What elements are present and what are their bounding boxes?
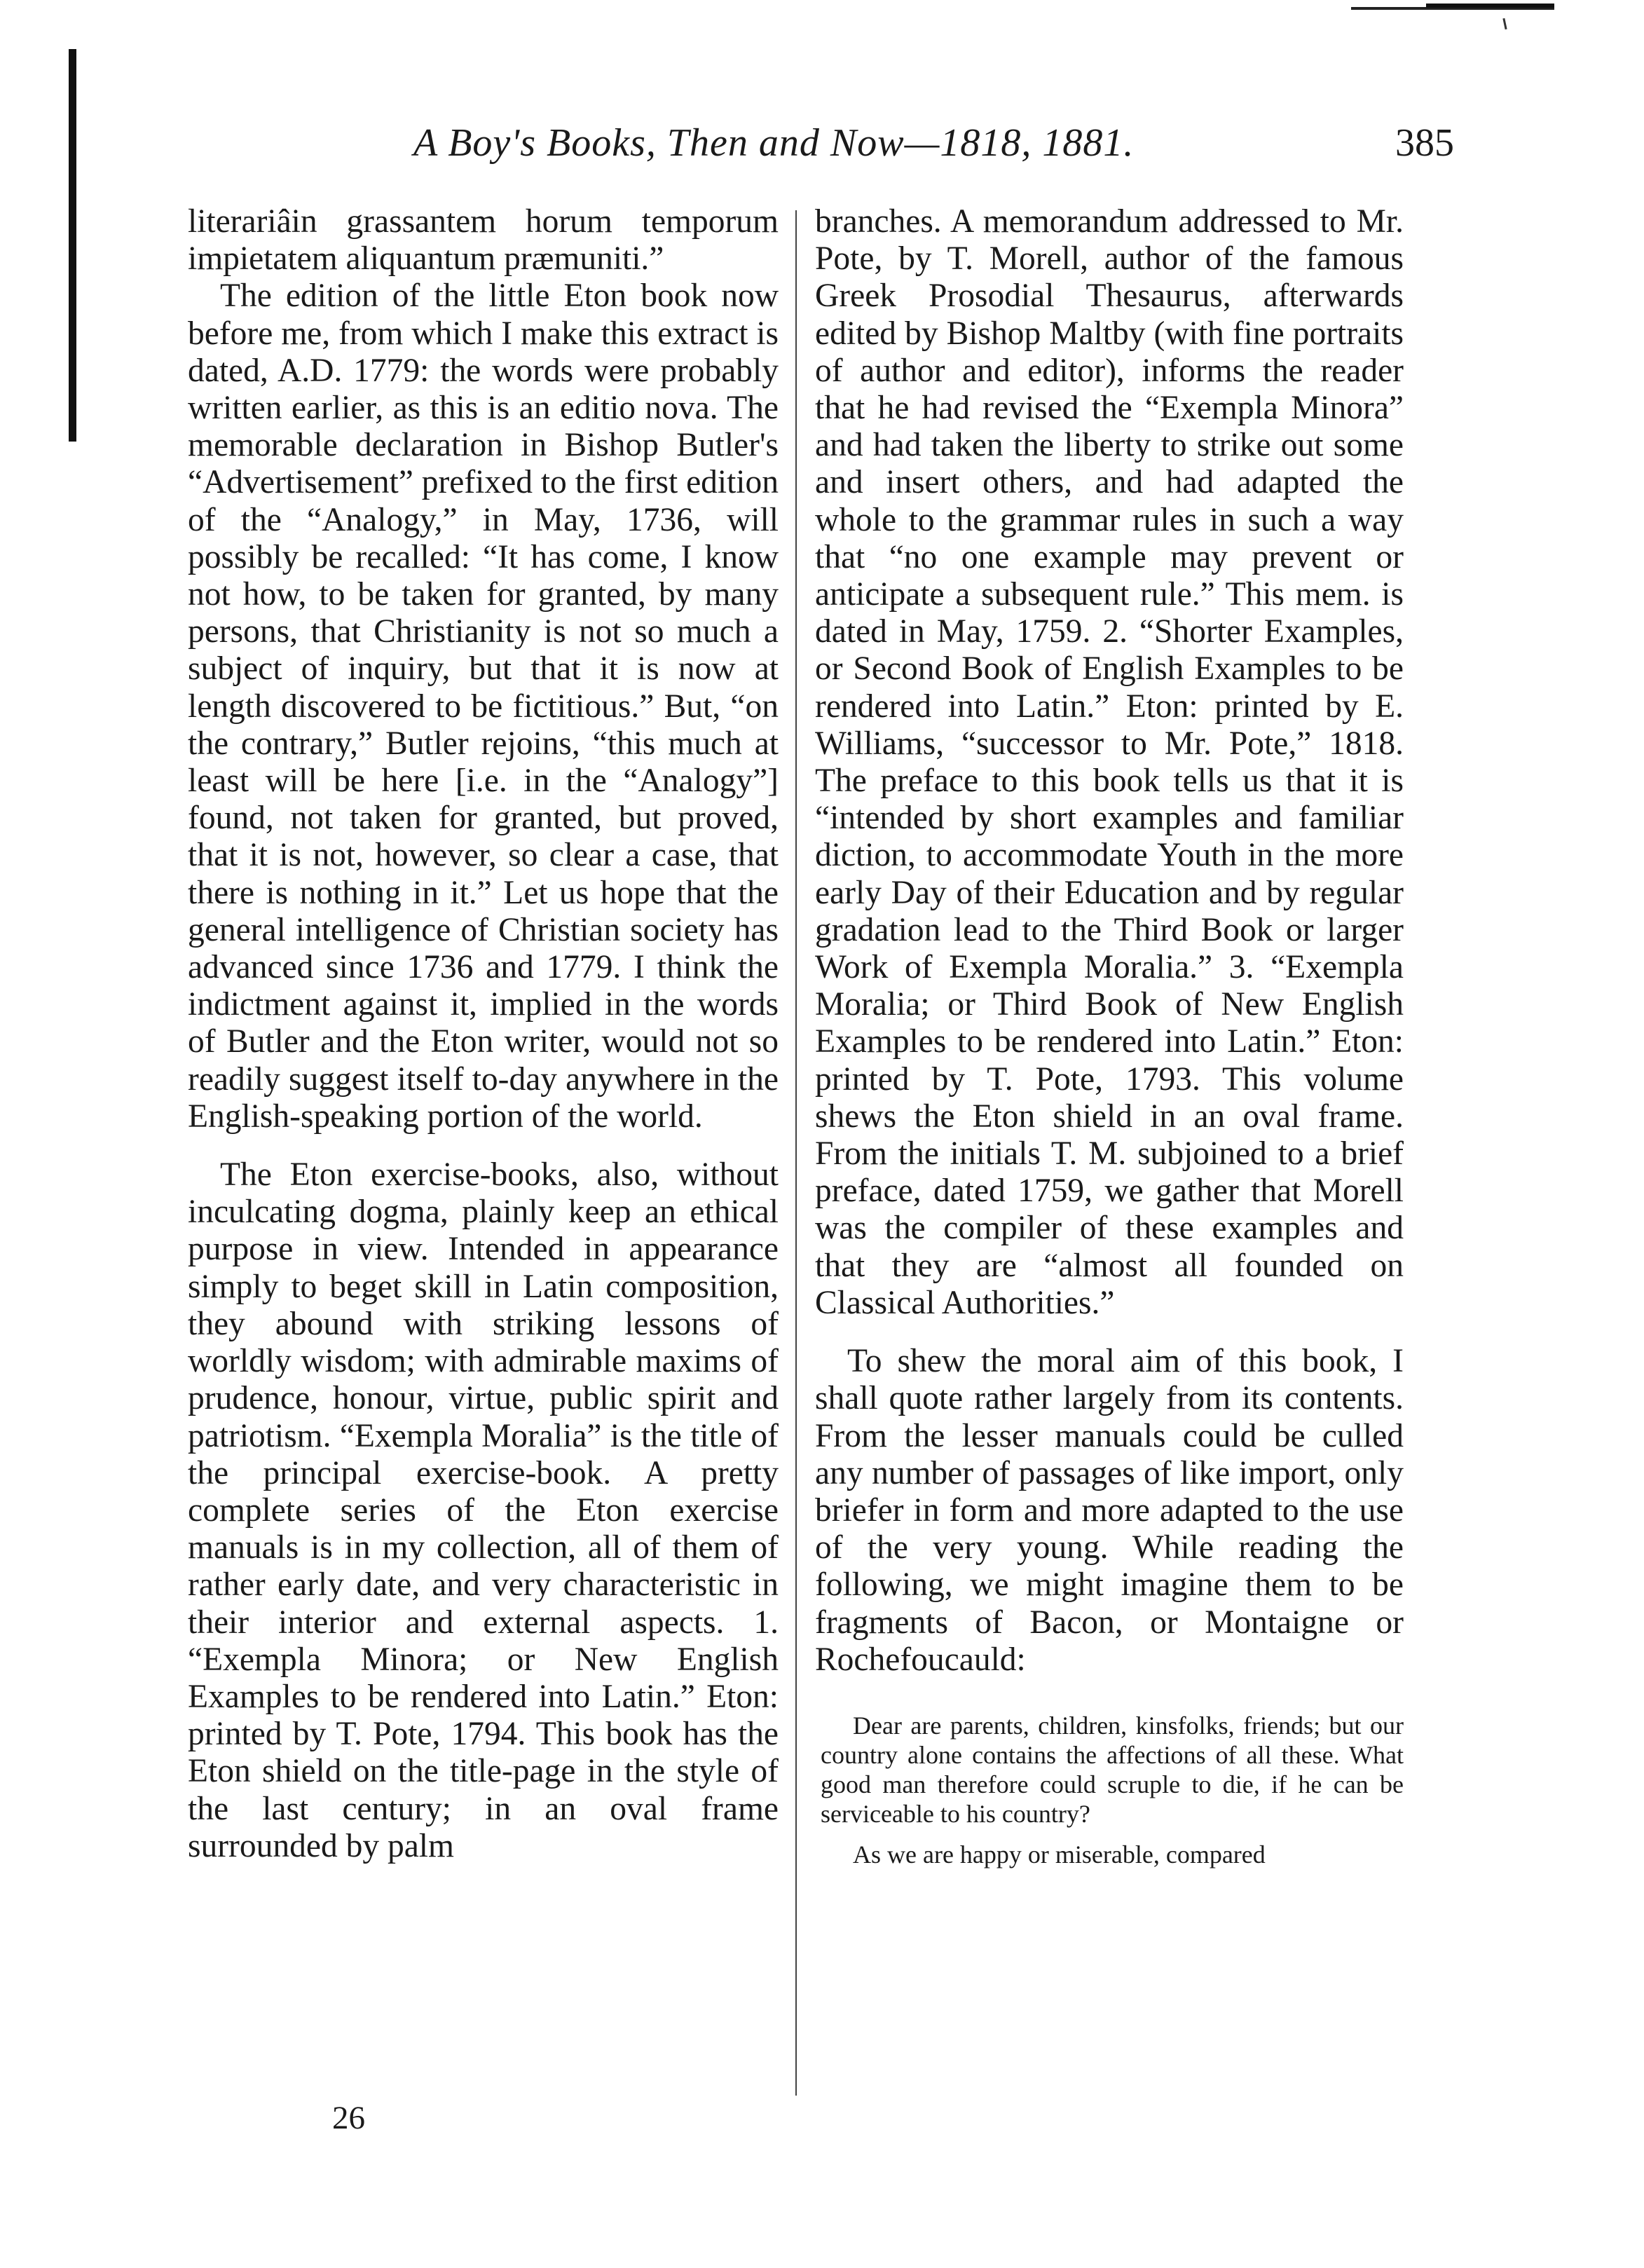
column-divider [795, 210, 797, 2096]
paragraph: branches. A memorandum addressed to Mr. Pote, by T. Morell, author of the famous Greek Prosodial Thesaurus, afterwards edited by Bishop Maltby (with fine portraits of author and editor), informs the reader that he had revised the “Exempla Minora” and had taken the liberty to strike out some and insert others, and had adapted the whole to the grammar rules in such a way that “no one example may prevent or anticipate a subsequent rule.” This mem. is dated in May, 1759. 2. “Shorter Examples, or Second Book of English Examples to be rendered into Latin.” Eton: printed by E. Williams, “successor to Mr. Pote,” 1818. The preface to this book tells us that it is “intended by short examples and familiar diction, to accommodate Youth in the more early Day of their Education and by regular gradation lead to the Third Book or larger Work of Exempla Moralia.” 3. “Exempla Moralia; or Third Book of New English Examples to be rendered into Latin.” Eton: printed by T. Pote, 1793. This volume shews the Eton shield in an oval frame. From the initials T. M. subjoined to a brief preface, dated 1759, we gather that Morell was the compiler of these examples and that they are “almost all founded on Classical Authorities.” [815, 203, 1404, 1321]
quoted-examples [815, 1711, 1404, 1869]
right-column [815, 203, 1404, 1869]
page-header [189, 121, 1454, 184]
quote-paragraph: Dear are parents, children, kinsfolks, friends; but our country alone contains the affections of all these. What good man therefore could scruple to die, if he can be serviceable to his country? [821, 1711, 1404, 1828]
running-head: A Boy's Books, Then and Now—1818, 1881. [413, 121, 1135, 165]
paragraph: To shew the moral aim of this book, I shall quote rather largely from its contents. From the lesser manuals could be culled any number of passages of like import, only briefer in form and more adapted to the use of the very young. While reading the following, we might imagine them to be fragments of Bacon, or Montaigne or Rochefoucauld: [815, 1343, 1404, 1678]
quote-paragraph: As we are happy or miserable, compared [853, 1840, 1266, 1869]
top-rule-thick [1426, 4, 1554, 8]
left-column [188, 203, 779, 1865]
paragraph: The edition of the little Eton book now before me, from which I make this extract is dated, A.D. 1779: the words were probably written earlier, as this is an editio nova. The memorable declaration in Bishop Butler's “Advertisement” prefixed to the first edition of the “Analogy,” in May, 1736, will possibly be recalled: “It has come, I know not how, to be taken for granted, by many persons, that Christianity is not so much a subject of inquiry, but that it is now at length discovered to be fictitious.” But, “on the contrary,” Butler rejoins, “this much at least will be here [i.e. in the “Analogy”] found, not taken for granted, but proved, that it is not, however, so clear a case, that there is nothing in it.” Let us hope that the general intelligence of Christian society has advanced since 1736 and 1779. I think the indictment against it, implied in the words of Butler and the Eton writer, would not so readily suggest itself to-day anywhere in the English-speaking portion of the world. [188, 278, 779, 1135]
page-number: 385 [1395, 121, 1454, 165]
print-mark [1502, 18, 1507, 29]
paragraph: The Eton exercise-books, also, without inculcating dogma, plainly keep an ethical purpose in view. Intended in appearance simply to beget skill in Latin composition, they abound with striking lessons of worldly wisdom; with admirable maxims of prudence, honour, virtue, public spirit and patriotism. “Exempla Moralia” is the title of the principal exercise-book. A pretty complete series of the Eton exercise manuals is in my collection, all of them of rather early date, and very characteristic in their interior and external aspects. 1. “Exempla Minora; or New English Examples to be rendered into Latin.” Eton: printed by T. Pote, 1794. This book has the Eton shield on the title-page in the style of the last century; in an oval frame surrounded by palm [188, 1156, 779, 1864]
binding-edge-bar [69, 49, 76, 442]
signature-mark: 26 [332, 2100, 365, 2136]
paragraph: literariâin grassantem horum temporum impietatem aliquantum præmuniti.” [188, 203, 779, 278]
